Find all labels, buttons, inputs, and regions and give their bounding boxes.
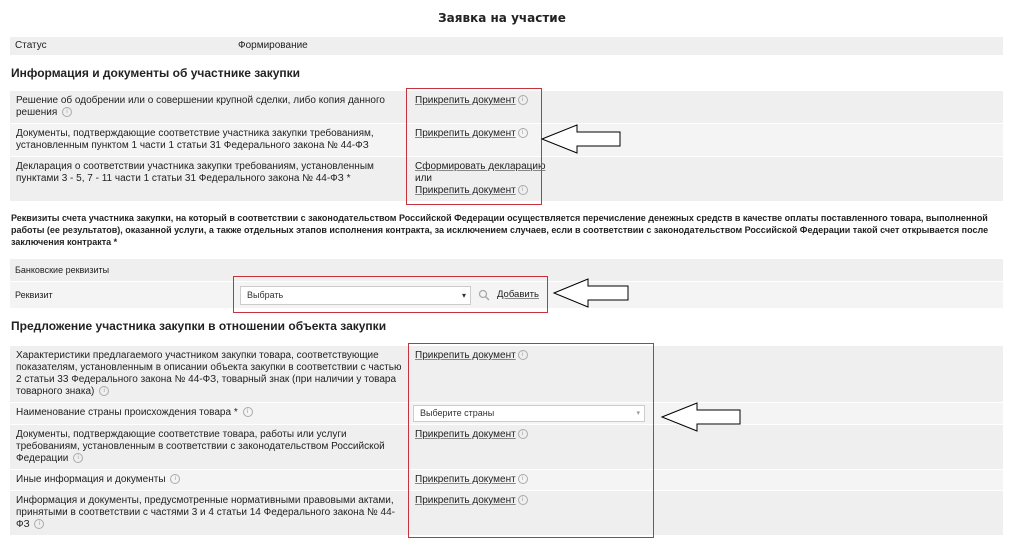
status-label: Статус bbox=[15, 40, 47, 51]
table-row bbox=[10, 425, 1003, 470]
row-label: Документы, подтверждающие соответствие участника закупки требованиям, установленным пунктом 1 части 1 статьи 31 Федерального закона № 44-ФЗ bbox=[16, 128, 374, 151]
section1-table bbox=[10, 91, 1003, 202]
row-label: Характеристики предлагаемого участником закупки товара, соответствующие показателям, установленным в описании объекта закупки в соответствии с частью 2 статьи 33 Федерального закона № 44-ФЗ, товарный знак (при наличии у товара товарного знака) bbox=[16, 350, 402, 397]
page-title: Заявка на участие bbox=[438, 11, 566, 25]
info-icon[interactable]: i bbox=[73, 453, 83, 463]
status-table bbox=[10, 37, 1003, 56]
bank-table bbox=[10, 259, 1003, 309]
row-label: Информация и документы, предусмотренные нормативными правовыми актами, принятыми в соответствии с частями 3 и 4 статьи 14 Федерального закона № 44-ФЗ bbox=[16, 495, 396, 530]
row-label: Декларация о соответствии участника закупки требованиям, установленным пунктами 3 - 5, 7 - 11 части 1 статьи 31 Федерального закона № 44-ФЗ * bbox=[16, 161, 374, 184]
info-icon[interactable]: i bbox=[62, 107, 72, 117]
attach-document-link[interactable]: Прикрепить документ bbox=[415, 495, 516, 506]
table-row bbox=[10, 470, 1003, 491]
arrow-left-icon bbox=[540, 124, 622, 154]
bank-description: Реквизиты счета участника закупки, на который в соответствии с законодательством Российской Федерации осуществляется перечисление денежных средств в качестве оплаты поставленного товара, выполненной работы (ее результатов), оказанной услуги, а также отдельных этапов исполнения контракта, за исключением случаев, если в соответствии с законодательством Российской Федерации такой счет открывается после заключения контракта * bbox=[11, 213, 989, 247]
attach-document-link[interactable]: Прикрепить документ bbox=[415, 95, 516, 106]
info-icon[interactable]: i bbox=[518, 495, 528, 505]
arrow-left-icon bbox=[660, 402, 742, 432]
search-icon[interactable] bbox=[478, 289, 490, 301]
row-label: Документы, подтверждающие соответствие товара, работы или услуги требованиям, установленным в соответствии с законодательством Российской Федерации bbox=[16, 429, 385, 464]
country-select[interactable]: Выберите страны ▾ bbox=[413, 405, 645, 422]
table-row bbox=[10, 124, 1003, 157]
table-row bbox=[10, 491, 1003, 536]
info-icon[interactable]: i bbox=[518, 350, 528, 360]
info-icon[interactable]: i bbox=[518, 474, 528, 484]
info-icon[interactable]: i bbox=[99, 386, 109, 396]
add-button[interactable]: Добавить bbox=[497, 289, 539, 300]
table-row bbox=[10, 403, 1003, 425]
bank-select[interactable]: Выбрать ▾ bbox=[240, 286, 471, 305]
generate-declaration-link[interactable]: Сформировать декларацию bbox=[415, 161, 546, 172]
row-label: Решение об одобрении или о совершении крупной сделки, либо копия данного решения bbox=[16, 95, 385, 118]
info-icon[interactable]: i bbox=[518, 429, 528, 439]
info-icon[interactable]: i bbox=[243, 407, 253, 417]
bank-header-row bbox=[10, 259, 1003, 282]
table-row bbox=[10, 157, 1003, 202]
status-value: Формирование bbox=[238, 40, 308, 51]
attach-document-link[interactable]: Прикрепить документ bbox=[415, 128, 516, 139]
table-row bbox=[10, 91, 1003, 124]
row-label: Иные информация и документы bbox=[16, 474, 166, 485]
or-text: или bbox=[415, 173, 433, 184]
section2-table bbox=[10, 346, 1003, 536]
table-row bbox=[10, 346, 1003, 403]
info-icon[interactable]: i bbox=[518, 128, 528, 138]
bank-field-label: Реквизит bbox=[15, 290, 53, 300]
attach-document-link[interactable]: Прикрепить документ bbox=[415, 185, 516, 196]
section2-heading: Предложение участника закупки в отношении объекта закупки bbox=[11, 319, 387, 333]
status-row bbox=[10, 37, 1003, 56]
attach-document-link[interactable]: Прикрепить документ bbox=[415, 474, 516, 485]
bank-field-row bbox=[10, 282, 1003, 309]
info-icon[interactable]: i bbox=[518, 95, 528, 105]
row-label: Наименование страны происхождения товара * bbox=[16, 407, 238, 418]
chevron-down-icon: ▾ bbox=[461, 290, 466, 300]
info-icon[interactable]: i bbox=[34, 519, 44, 529]
section1-heading: Информация и документы об участнике закупки bbox=[11, 66, 301, 80]
attach-document-link[interactable]: Прикрепить документ bbox=[415, 429, 516, 440]
arrow-left-icon bbox=[552, 278, 630, 308]
info-icon[interactable]: i bbox=[170, 474, 180, 484]
bank-header: Банковские реквизиты bbox=[15, 265, 110, 275]
chevron-down-icon: ▾ bbox=[636, 410, 640, 417]
attach-document-link[interactable]: Прикрепить документ bbox=[415, 350, 516, 361]
info-icon[interactable]: i bbox=[518, 185, 528, 195]
